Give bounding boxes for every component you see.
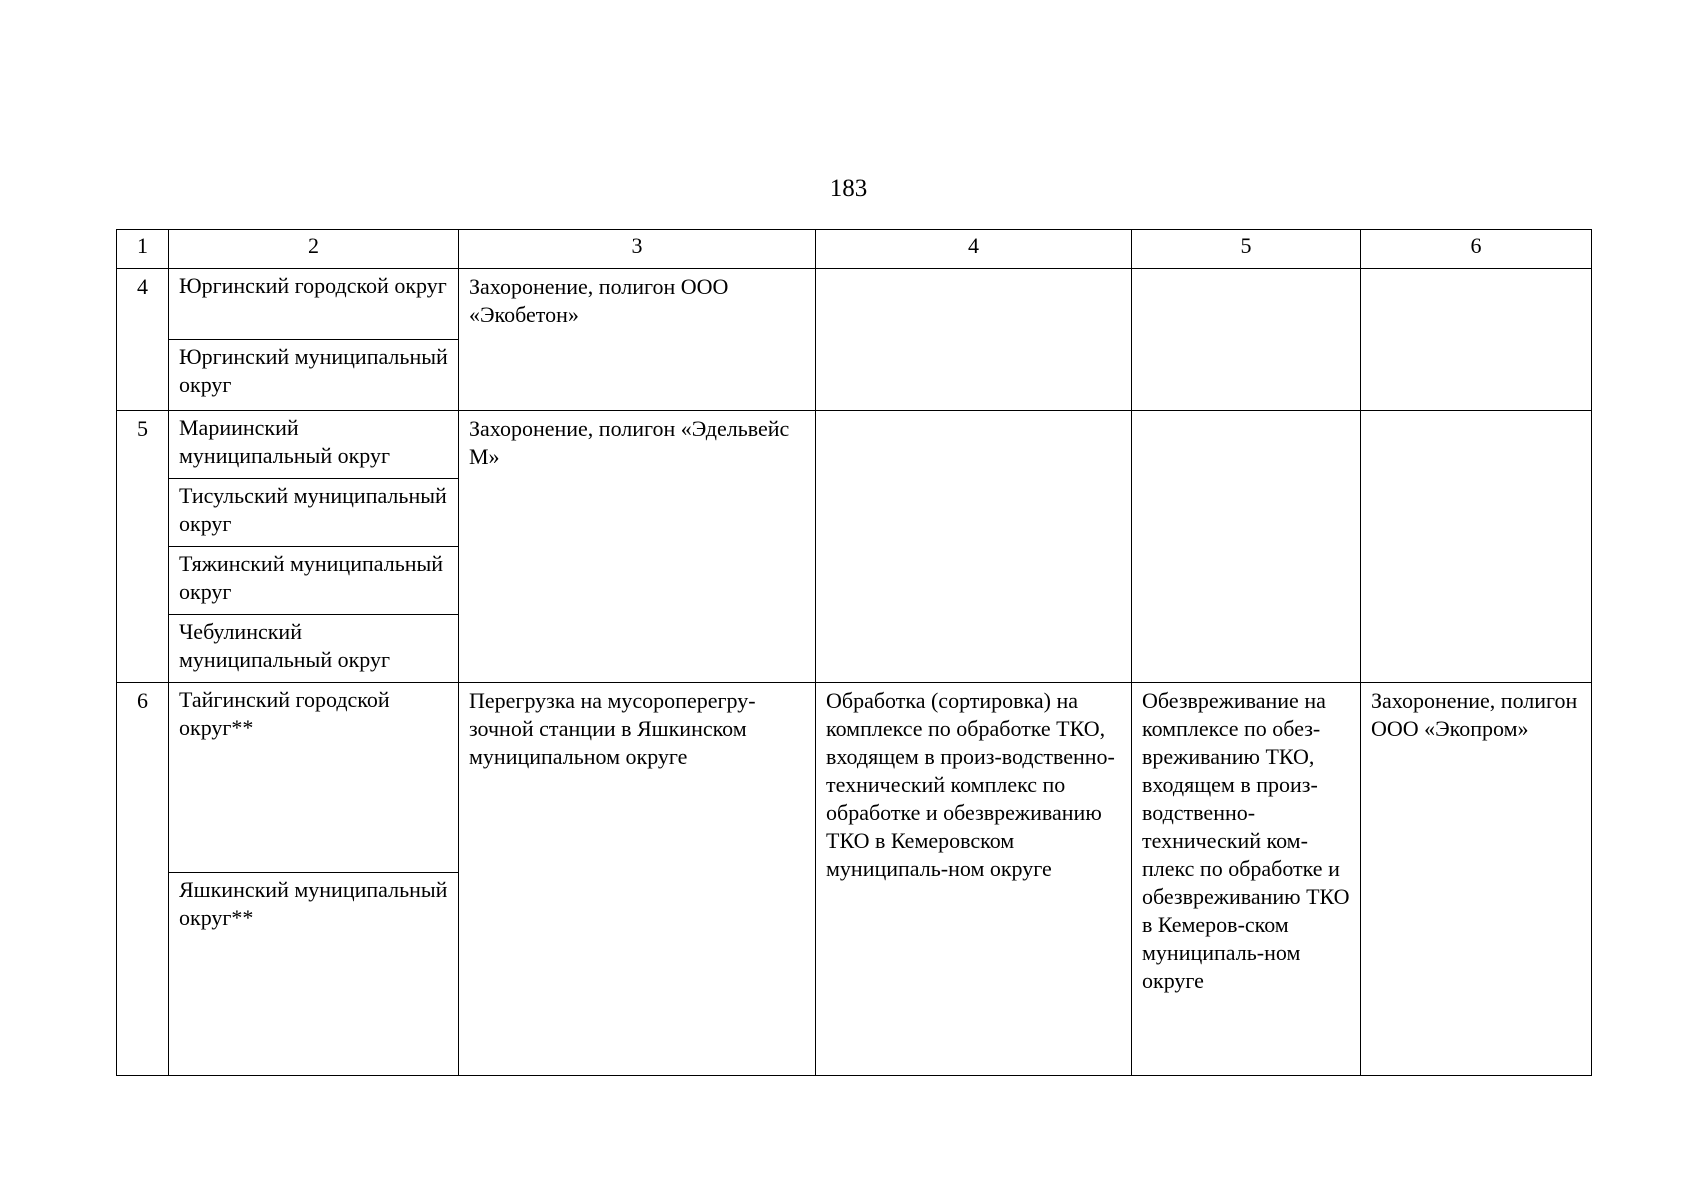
row-number: 4 (117, 269, 169, 411)
header-cell-2: 2 (169, 230, 459, 269)
table-row (117, 683, 1592, 1076)
district-list (169, 269, 459, 411)
header-cell-6: 6 (1361, 230, 1592, 269)
district-cell: Тисульский муниципальный округ (169, 479, 458, 547)
operation-cell-col3: Перегрузка на мусороперегру-зочной станции в Яшкинском муниципальном округе (459, 683, 816, 1076)
district-cell: Мариинский муниципальный округ (179, 415, 391, 468)
header-cell-4: 4 (816, 230, 1132, 269)
table-row (117, 411, 1592, 683)
page-number: 183 (829, 175, 868, 202)
operation-cell-col3: Захоронение, полигон ООО «Экобетон» (459, 269, 816, 411)
table-row (117, 269, 1592, 411)
row-number: 5 (117, 411, 169, 683)
header-cell-3: 3 (459, 230, 816, 269)
header-cell-5: 5 (1132, 230, 1361, 269)
operation-cell-col6 (1361, 411, 1592, 683)
district-list (169, 683, 459, 1076)
operation-cell-col4 (816, 411, 1132, 683)
district-cell: Юргинский муниципальный округ (169, 340, 458, 411)
district-cell: Яшкинский муниципальный округ** (169, 873, 458, 1076)
operation-cell-col3: Захоронение, полигон «Эдельвейс М» (459, 411, 816, 683)
table-header-row (117, 230, 1592, 269)
operation-cell-col5 (1132, 269, 1361, 411)
waste-routing-table (116, 229, 1592, 1076)
operation-cell-col5: Обезвреживание на комплексе по обез-вреживанию ТКО, входящем в произ-водственно-технический ком-плекс по обработке и обезвреживанию ТКО в Кемеров-ском муниципаль-ном округе (1132, 683, 1361, 1076)
district-cell: Тяжинский муниципальный округ (169, 547, 458, 615)
row-number: 6 (117, 683, 169, 1076)
header-cell-1: 1 (117, 230, 169, 269)
operation-cell-col5 (1132, 411, 1361, 683)
district-cell: Юргинский городской округ (179, 273, 447, 298)
operation-cell-col4: Обработка (сортировка) на комплексе по обработке ТКО, входящем в произ-водственно-технический комплекс по обработке и обезвреживанию ТКО в Кемеровском муниципаль-ном округе (816, 683, 1132, 1076)
operation-cell-col6: Захоронение, полигон ООО «Экопром» (1361, 683, 1592, 1076)
district-cell: Тайгинский городской округ** (179, 687, 390, 740)
operation-cell-col6 (1361, 269, 1592, 411)
district-cell: Чебулинский муниципальный округ (169, 615, 458, 683)
district-list (169, 411, 459, 683)
operation-cell-col4 (816, 269, 1132, 411)
